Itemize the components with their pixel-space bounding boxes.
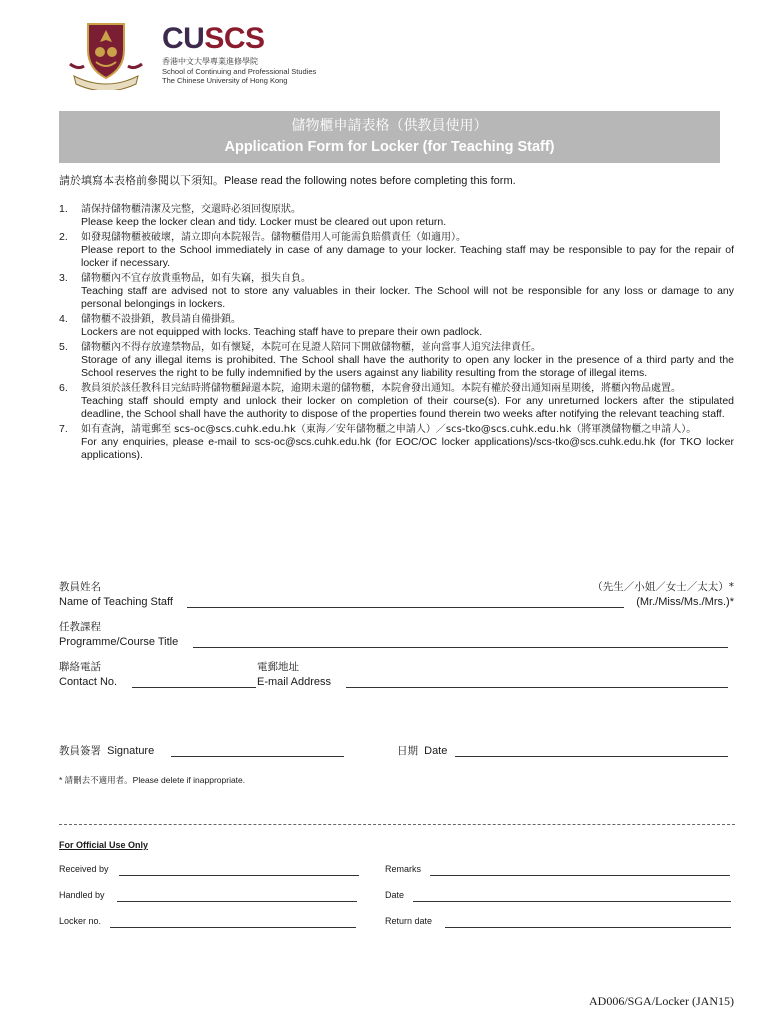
remarks-field[interactable]: [430, 875, 730, 876]
note-item: [59, 313, 734, 339]
note-item: [59, 382, 734, 421]
signature-field[interactable]: [171, 756, 344, 757]
contact-label-zh: 聯絡電話: [59, 661, 101, 673]
note-text-en: Lockers are not equipped with locks. Teaching staff have to prepare their own padlock.: [81, 326, 483, 338]
date-label-zh: 日期: [397, 745, 418, 757]
signature-label-zh: 教員簽署: [59, 745, 101, 757]
school-name-en-1: School of Continuing and Professional Studies: [162, 67, 317, 76]
section-divider: [59, 824, 735, 825]
note-item: [59, 231, 734, 270]
contact-label-en: Contact No.: [59, 676, 118, 688]
page-title-zh: 儲物櫃申請表格（供教員使用）: [291, 118, 488, 134]
official-date-label: Date: [385, 890, 405, 900]
contact-number-field[interactable]: [132, 687, 256, 688]
handled-by-label: Handled by: [59, 890, 105, 900]
note-text-en: Please keep the locker clean and tidy. Locker must be cleared out upon return.: [81, 216, 447, 228]
note-item: [59, 341, 734, 380]
date-label: [397, 744, 447, 758]
signature-label-en: Signature: [107, 745, 155, 757]
handled-by-field[interactable]: [117, 901, 357, 902]
note-text-en: Teaching staff should empty and unlock their locker on completion of their course(s). For any unreturned lockers after the stipulated deadline, the School shall have the authority to dispose of the properties found therein two weeks after notifying the relevant teaching staff.: [81, 395, 734, 420]
school-name-zh: 香港中文大學專業進修學院: [162, 57, 258, 66]
cuscs-logo: [162, 22, 342, 85]
note-text-zh: 儲物櫃內不得存放違禁物品，如有懷疑，本院可在見證人陪同下開啟儲物櫃，並向當事人追究法律責任。: [81, 342, 541, 353]
notes-list: [59, 203, 734, 464]
note-item: [59, 272, 734, 311]
logo-scs: SCS: [204, 22, 265, 55]
course-title-field[interactable]: [193, 647, 728, 648]
logo-wordmark: [162, 22, 342, 56]
name-label-zh: 教員姓名: [59, 581, 101, 593]
remarks-label: Remarks: [385, 864, 422, 874]
note-text-zh: 教員須於該任教科目完結時將儲物櫃歸還本院，逾期未還的儲物櫃，本院會發出通知。本院有權於發出通知兩星期後，將櫃內物品處置。: [81, 383, 681, 394]
note-text-zh: 如有查詢，請電郵至 scs-oc@scs.cuhk.edu.hk（東海／安年儲物櫃之申請人）／scs-tko@scs.cuhk.edu.hk（將軍澳儲物櫃之申請人）。: [81, 424, 697, 435]
note-number: 6.: [59, 382, 68, 394]
note-number: 4.: [59, 313, 68, 325]
note-number: 1.: [59, 203, 68, 215]
locker-no-field[interactable]: [110, 927, 356, 928]
school-name-en-2: The Chinese University of Hong Kong: [162, 76, 288, 85]
name-label-en: Name of Teaching Staff: [59, 596, 173, 608]
note-item: [59, 423, 734, 462]
note-text-zh: 請保持儲物櫃清潔及完整，交還時必須回復原狀。: [81, 204, 301, 215]
page-title-en: Application Form for Locker (for Teaching Staff): [224, 139, 555, 155]
note-number: 2.: [59, 231, 68, 243]
note-text-zh: 儲物櫃內不宜存放貴重物品，如有失竊，損失自負。: [81, 273, 311, 284]
logo-cu: CU: [162, 22, 205, 55]
note-text-zh: 如發現儲物櫃被破壞，請立即向本院報告。儲物櫃借用人可能需負賠償責任（如適用）。: [81, 232, 466, 243]
footnote: * 請刪去不適用者。Please delete if inappropriate.: [59, 775, 246, 785]
note-text-en: Please report to the School immediately in case of any damage to your locker. Teaching staff may be responsible to pay for the repair of locker if necessary.: [81, 244, 734, 269]
honorific-options-zh: （先生／小姐／女士／太太）*: [592, 581, 734, 593]
note-number: 3.: [59, 272, 68, 284]
return-date-label: Return date: [385, 916, 433, 926]
intro-text: 請於填寫本表格前參閱以下須知。Please read the following notes before completing this form.: [59, 175, 516, 187]
official-use-title: For Official Use Only: [59, 840, 149, 850]
received-by-label: Received by: [59, 864, 109, 874]
email-label-en: E-mail Address: [257, 676, 331, 688]
honorific-options-en: (Mr./Miss/Ms./Mrs.)*: [636, 596, 734, 608]
note-text-en: For any enquiries, please e-mail to scs-oc@scs.cuhk.edu.hk (for EOC/OC locker applications)/scs-tko@scs.cuhk.edu.hk (for TKO locker applications).: [81, 436, 734, 461]
course-label-zh: 任教課程: [59, 621, 101, 633]
official-date-field[interactable]: [413, 901, 731, 902]
signature-label: [59, 744, 154, 758]
note-number: 5.: [59, 341, 68, 353]
cuhk-crest-icon: [66, 20, 146, 90]
return-date-field[interactable]: [445, 927, 731, 928]
title-banner: [59, 111, 720, 163]
note-text-en: Teaching staff are advised not to store any valuables in their locker. The School will not be responsible for any loss or damage to any personal belongings in lockers.: [81, 285, 734, 310]
email-label-zh: 電郵地址: [257, 661, 299, 673]
form-code: AD006/SGA/Locker (JAN15): [589, 994, 734, 1008]
note-text-en: Storage of any illegal items is prohibited. The School shall have the authority to open any locker in the presence of a third party and the School reserves the right to be fully indemnified by the users against any liability resulting from the storage of illegal items.: [81, 354, 734, 379]
name-field[interactable]: [187, 607, 624, 608]
date-field[interactable]: [455, 756, 728, 757]
note-text-zh: 儲物櫃不設掛鎖，教員請自備掛鎖。: [81, 314, 241, 325]
note-number: 7.: [59, 423, 68, 435]
date-label-en: Date: [424, 745, 448, 757]
received-by-field[interactable]: [119, 875, 359, 876]
note-item: [59, 203, 734, 229]
locker-no-label: Locker no.: [59, 916, 102, 926]
email-field[interactable]: [346, 687, 728, 688]
course-label-en: Programme/Course Title: [59, 636, 179, 648]
